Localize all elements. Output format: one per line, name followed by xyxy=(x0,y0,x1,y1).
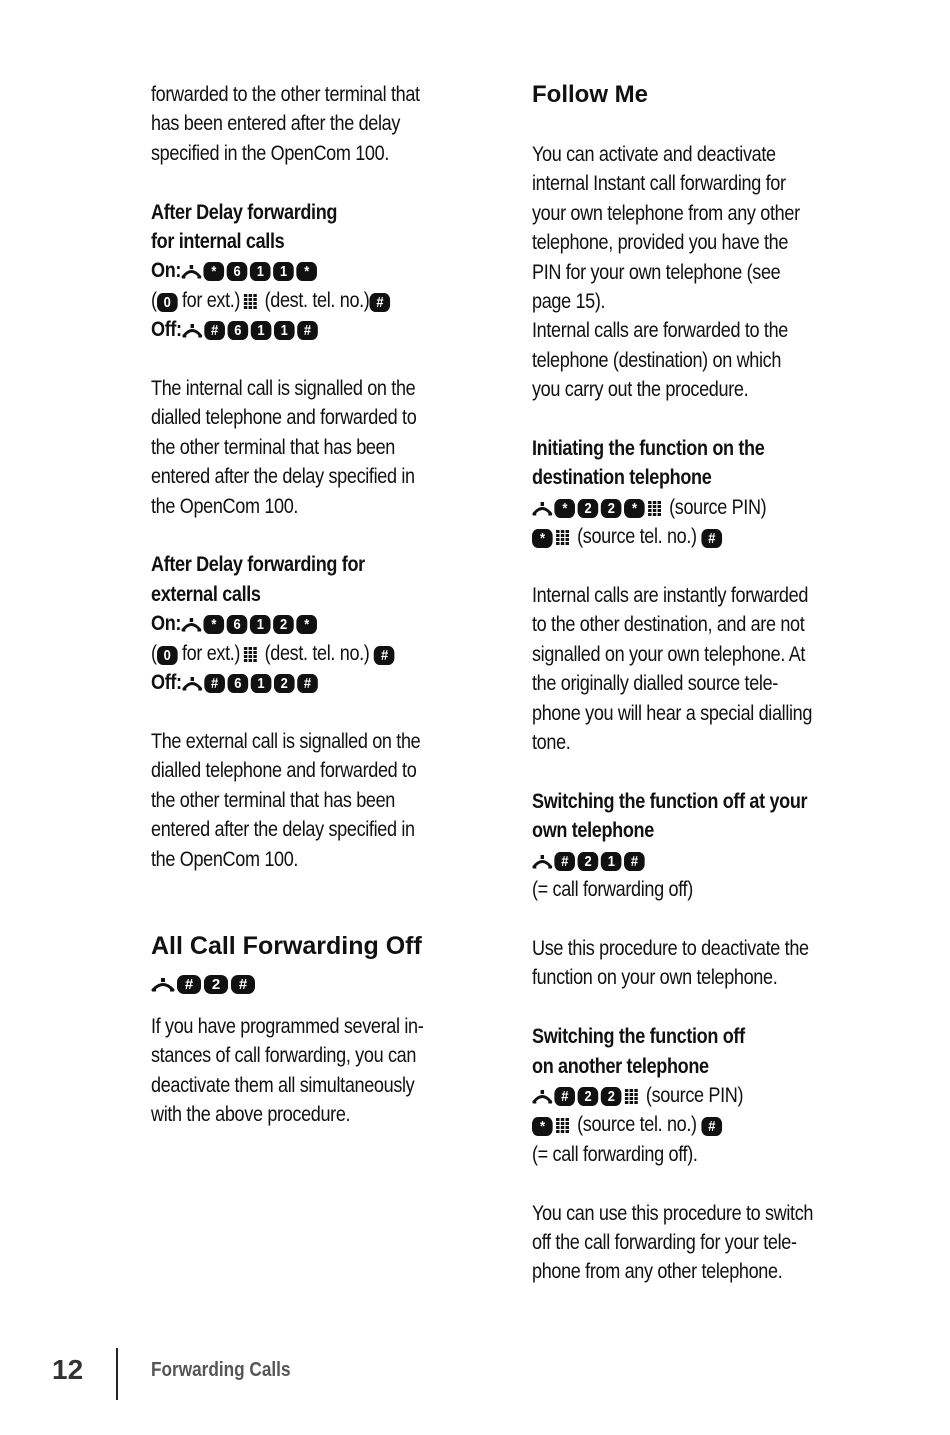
key-button: 1 xyxy=(273,262,294,281)
key-button: 6 xyxy=(227,262,248,281)
all-off-title: All Call Forwarding Off xyxy=(151,931,422,960)
off-code-line: Off: # 6 1 1 # xyxy=(151,315,480,344)
key-button: # xyxy=(369,293,390,312)
all-off-description: If you have programmed several in- stances of call forwarding, you can deactivate them all simultaneously with the above procedure. xyxy=(151,1014,424,1127)
keypad-icon xyxy=(243,293,258,310)
section-heading: Switching the function off at your xyxy=(532,789,808,813)
key-button: # xyxy=(624,852,645,871)
key-button: * xyxy=(203,615,224,634)
key-button: 2 xyxy=(578,852,599,871)
key-button: # xyxy=(297,321,318,340)
section-heading: own telephone xyxy=(532,819,654,843)
key-button: # xyxy=(701,529,722,548)
key-button: * xyxy=(203,262,224,281)
handset-lift-icon xyxy=(532,852,553,871)
section-heading: After Delay forwarding for xyxy=(151,553,365,577)
key-button: * xyxy=(532,1117,553,1136)
own-off-code-line xyxy=(532,846,861,875)
key-button: 2 xyxy=(274,674,295,693)
follow-me-title: Follow Me xyxy=(532,81,648,108)
right-column xyxy=(532,80,862,1287)
own-off-note: (= call forwarding off) xyxy=(532,878,693,902)
key-button: 2 xyxy=(601,1087,622,1106)
initiating-description: Internal calls are instantly forwarded to the other destination, and are not signalled on your own telephone. At the originally dialled source tele- phone you will hear a special dialling tone. xyxy=(532,584,813,755)
own-off-description: Use this procedure to deactivate the function on your own telephone. xyxy=(532,936,809,990)
section-heading: external calls xyxy=(151,582,261,606)
key-button: # xyxy=(374,646,395,665)
page-number: 12 xyxy=(52,1354,84,1385)
section-heading: on another telephone xyxy=(532,1054,709,1078)
key-button: 2 xyxy=(578,499,599,518)
ext-code-line: ( 0 for ext.) (dest. tel. no.) # xyxy=(151,639,480,668)
section-heading: After Delay forwarding xyxy=(151,200,338,224)
key-button: # xyxy=(204,321,225,340)
key-button: 2 xyxy=(273,615,294,634)
other-off-section xyxy=(532,1022,861,1169)
external-delay-section xyxy=(151,550,480,697)
key-button: # xyxy=(554,852,575,871)
key-button: 2 xyxy=(578,1087,599,1106)
on-code-line: On: * 6 1 1 * xyxy=(151,256,480,285)
key-button: * xyxy=(296,615,317,634)
key-button: 6 xyxy=(227,674,248,693)
internal-delay-section xyxy=(151,198,480,345)
key-button: 6 xyxy=(227,615,248,634)
own-off-section xyxy=(532,787,861,905)
key-button: 6 xyxy=(227,321,248,340)
key-button: # xyxy=(554,1087,575,1106)
other-off-code-line: # 2 2 (source PIN) xyxy=(532,1081,861,1110)
follow-me-intro: You can activate and deactivate internal Instant call forwarding for your own telephone from any other telephone, provided you have the PIN for your own telephone (see page 15). Internal calls are forwarded to the telephone (destination) on which you carry out the procedure. xyxy=(532,143,800,402)
key-button: * xyxy=(532,529,553,548)
key-button: 1 xyxy=(251,321,272,340)
footer-section-title: Forwarding Calls xyxy=(151,1359,291,1381)
key-button: # xyxy=(204,674,225,693)
section-heading: destination telephone xyxy=(532,466,712,490)
handset-lift-icon xyxy=(181,262,202,281)
key-button: * xyxy=(624,499,645,518)
key-button: * xyxy=(554,499,575,518)
key-button: # xyxy=(231,975,255,994)
init-code-line: * 2 2 * (source PIN) xyxy=(532,493,861,522)
key-button: 1 xyxy=(251,674,272,693)
keypad-icon xyxy=(555,1117,570,1134)
handset-lift-icon xyxy=(181,615,202,634)
left-column xyxy=(151,80,481,1130)
section-heading: Initiating the function on the xyxy=(532,437,765,461)
handset-lift-icon xyxy=(151,975,175,994)
init-code-line-2: * (source tel. no.) # xyxy=(532,522,861,551)
keypad-icon xyxy=(243,646,258,663)
key-button: 0 xyxy=(157,646,178,665)
key-button: 1 xyxy=(601,852,622,871)
other-off-note: (= call forwarding off). xyxy=(532,1142,698,1166)
key-button: 0 xyxy=(157,293,178,312)
section-heading: for internal calls xyxy=(151,230,285,254)
key-button: # xyxy=(177,975,201,994)
key-button: 1 xyxy=(250,615,271,634)
handset-lift-icon xyxy=(182,674,203,693)
initiating-section xyxy=(532,434,861,552)
on-code-line: On: * 6 1 2 * xyxy=(151,609,480,638)
key-button: 2 xyxy=(204,975,228,994)
external-delay-description: The external call is signalled on the dialled telephone and forwarded to the other terminal that has been entered after the delay specified in the OpenCom 100. xyxy=(151,729,421,871)
section-heading: Switching the function off xyxy=(532,1025,745,1049)
handset-lift-icon xyxy=(532,499,553,518)
intro-paragraph: forwarded to the other terminal that has been entered after the delay specified in the OpenCom 100. xyxy=(151,83,420,165)
other-off-code-line-2: * (source tel. no.) # xyxy=(532,1110,861,1139)
key-button: 1 xyxy=(250,262,271,281)
keypad-icon xyxy=(555,529,570,546)
handset-lift-icon xyxy=(532,1087,553,1106)
key-button: 1 xyxy=(274,321,295,340)
footer-divider xyxy=(116,1348,118,1400)
ext-code-line: ( 0 for ext.) (dest. tel. no.) # xyxy=(151,286,480,315)
keypad-icon xyxy=(624,1088,639,1105)
keypad-icon xyxy=(647,500,662,517)
key-button: # xyxy=(297,674,318,693)
key-button: 2 xyxy=(601,499,622,518)
off-code-line: Off: # 6 1 2 # xyxy=(151,668,480,697)
internal-delay-description: The internal call is signalled on the dialled telephone and forwarded to the other terminal that has been entered after the delay specified in the OpenCom 100. xyxy=(151,377,417,518)
all-off-code xyxy=(151,975,481,994)
key-button: * xyxy=(296,262,317,281)
key-button: # xyxy=(701,1117,722,1136)
other-off-description: You can use this procedure to switch off the call forwarding for your tele- phone from any other telephone. xyxy=(532,1201,814,1284)
handset-lift-icon xyxy=(182,321,203,340)
